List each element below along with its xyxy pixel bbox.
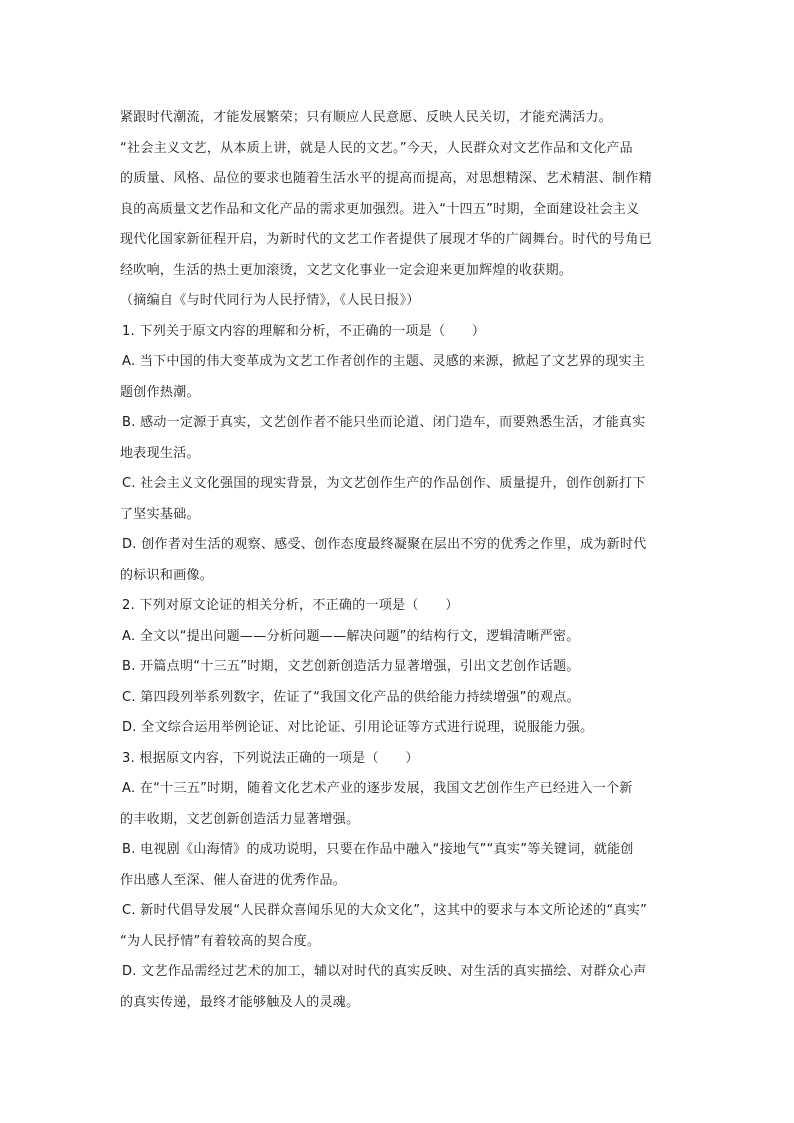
option-line: 作出感人至深、催人奋进的优秀作品。 bbox=[120, 872, 347, 888]
question-2 bbox=[120, 591, 680, 744]
option-line: A. 当下中国的伟大变革成为文艺工作者创作的主题、灵感的来源，掀起了文艺界的现实主 bbox=[122, 354, 646, 369]
passage-line: “社会主义文艺，从本质上讲，就是人民的文艺。”今天，人民群众对文艺作品和文化产品 bbox=[120, 140, 633, 156]
option-c bbox=[120, 469, 680, 530]
option-line: 了坚实基础。 bbox=[120, 506, 200, 522]
option-b: B. 开篇点明“十三五”时期，文艺创新创造活力显著增强，引出文艺创作话题。 bbox=[122, 659, 580, 674]
option-line: 题创作热潮。 bbox=[120, 384, 200, 400]
passage-line: 紧跟时代潮流，才能发展繁荣；只有顺应人民意愿、反映人民关切，才能充满活力。 bbox=[120, 110, 613, 125]
option-line: 的标识和画像。 bbox=[120, 567, 214, 583]
passage-line: 现代化国家新征程开启，为新时代的文艺工作者提供了展现才华的广阔舞台。时代的号角已 bbox=[120, 232, 653, 247]
option-c: C. 第四段列举系列数字，佐证了“我国文化产品的供给能力持续增强”的观点。 bbox=[122, 689, 580, 705]
option-line: “为人民抒情”有着较高的契合度。 bbox=[120, 933, 321, 949]
document-body bbox=[120, 103, 680, 1018]
option-a: A. 全文以“提出问题——分析问题——解决问题”的结构行文，逻辑清晰严密。 bbox=[122, 628, 580, 644]
option-d bbox=[120, 957, 680, 1018]
option-line: B. 感动一定源于真实，文艺创作者不能只坐而论道、闭门造车，而要熟悉生活，才能真实 bbox=[122, 415, 646, 430]
option-c bbox=[120, 896, 680, 957]
option-line: C. 社会主义文化强国的现实背景，为文艺创作生产的作品创作、质量提升，创作创新打下 bbox=[122, 476, 646, 491]
question-stem: 2. 下列对原文论证的相关分析，不正确的一项是（ ） bbox=[122, 598, 459, 613]
passage bbox=[120, 103, 680, 317]
passage-source: （摘编自《与时代同行为人民抒情》，《人民日报》） bbox=[120, 293, 420, 308]
question-1 bbox=[120, 317, 680, 592]
option-d bbox=[120, 530, 680, 591]
option-line: D. 文艺作品需经过艺术的加工，辅以对时代的真实反映、对生活的真实描绘、对群众心声 bbox=[122, 964, 647, 979]
passage-line: 良的高质量文艺作品和文化产品的需求更加强烈。进入“十四五”时期，全面建设社会主义 bbox=[120, 201, 640, 217]
option-a bbox=[120, 774, 680, 835]
option-d: D. 全文综合运用举例论证、对比论证、引用论证等方式进行说理，说服能力强。 bbox=[122, 720, 594, 735]
question-stem: 3. 根据原文内容，下列说法正确的一项是（ ） bbox=[122, 750, 419, 766]
option-line: 地表现生活。 bbox=[120, 445, 200, 461]
passage-line: 的质量、风格、品位的要求也随着生活水平的提高而提高，对思想精深、艺术精湛、制作精 bbox=[120, 171, 653, 186]
option-b bbox=[120, 835, 680, 896]
option-line: B. 电视剧《山海情》的成功说明，只要在作品中融入“接地气”“真实”等关键词，就能创 bbox=[122, 842, 634, 857]
option-line: 的丰收期，文艺创新创造活力显著增强。 bbox=[120, 811, 360, 827]
option-b bbox=[120, 408, 680, 469]
option-line: C. 新时代倡导发展“人民群众喜闻乐见的大众文化”，这其中的要求与本文所论述的“真实” bbox=[122, 903, 648, 918]
option-line: 的真实传递，最终才能够触及人的灵魂。 bbox=[120, 994, 360, 1010]
passage-line: 经吹响，生活的热土更加滚烫，文艺文化事业一定会迎来更加辉煌的收获期。 bbox=[120, 262, 573, 278]
question-stem: 1. 下列关于原文内容的理解和分析，不正确的一项是（ ） bbox=[122, 323, 486, 339]
question-3 bbox=[120, 744, 680, 1019]
option-a bbox=[120, 347, 680, 408]
option-line: A. 在“十三五”时期，随着文化艺术产业的逐步发展，我国文艺创作生产已经进入一个新 bbox=[122, 781, 633, 796]
option-line: D. 创作者对生活的观察、感受、创作态度最终凝聚在层出不穷的优秀之作里，成为新时代 bbox=[122, 537, 647, 552]
